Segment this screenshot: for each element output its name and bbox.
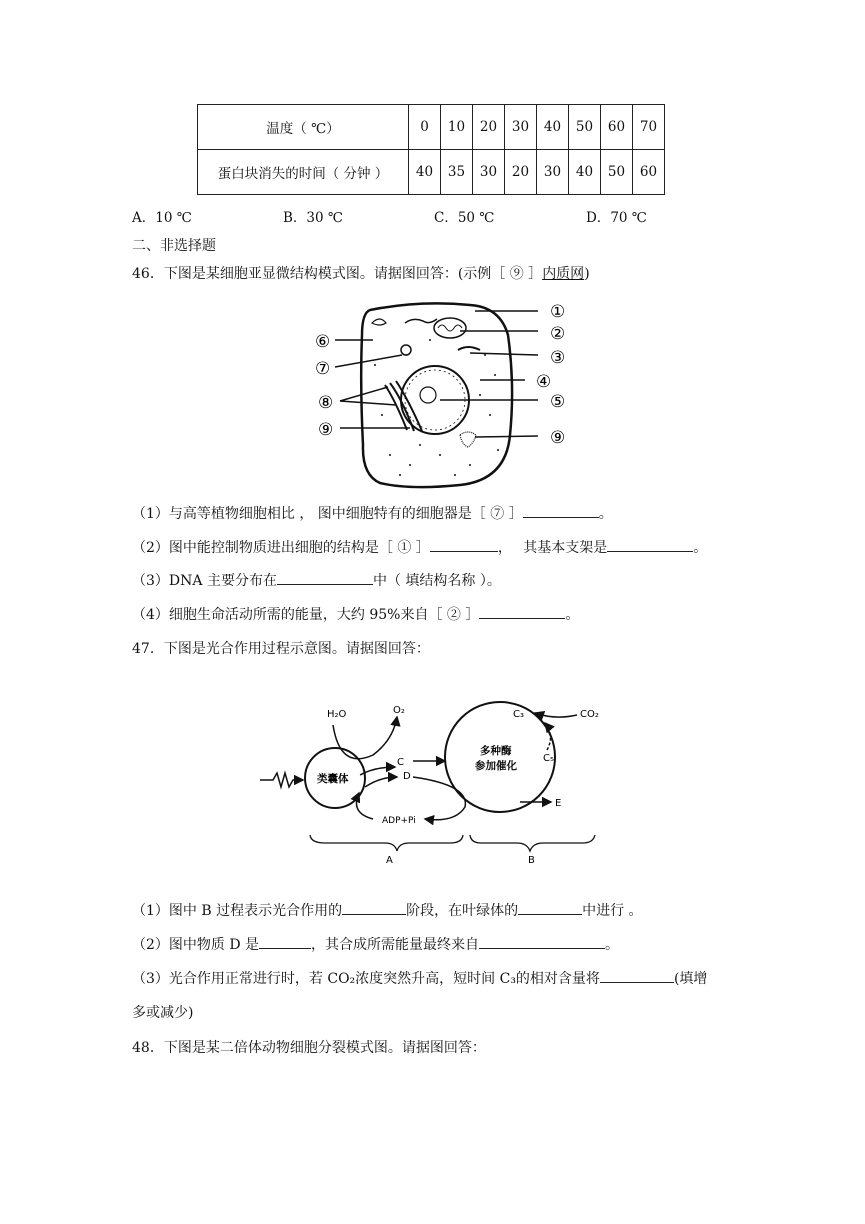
q47-sub1 xyxy=(132,900,643,920)
q48-stem: 48．下图是某二倍体动物细胞分裂模式图。请据图回答： xyxy=(132,1040,486,1056)
answer-blank[interactable] xyxy=(259,934,311,949)
animal-cell-diagram xyxy=(310,295,580,495)
answer-blank[interactable] xyxy=(600,968,674,983)
temperature-table xyxy=(197,104,665,195)
q47-sub2-mid: ，其合成所需能量最终来自 xyxy=(311,937,480,953)
label-enzyme-1: 多种酶 xyxy=(480,745,512,757)
label-e: E xyxy=(555,798,562,809)
table-cell: 20 xyxy=(473,105,505,150)
table-cell: 50 xyxy=(569,105,601,150)
table-cell: 20 xyxy=(505,150,537,195)
label-d: D xyxy=(403,771,411,782)
table-cell: 30 xyxy=(505,105,537,150)
label-adp: ADP+Pi xyxy=(382,816,416,826)
q46-sub1-text: （1）与高等植物细胞相比 ， 图中细胞特有的细胞器是［ ⑦ ］ xyxy=(132,506,523,522)
option-d: D．70 ℃ xyxy=(586,210,647,226)
q46-stem xyxy=(132,263,590,283)
label-a: A xyxy=(386,855,393,866)
section-title: 二、非选择题 xyxy=(132,238,216,254)
label-enzyme-2: 参加催化 xyxy=(475,760,517,772)
answer-blank[interactable] xyxy=(277,570,373,585)
label-c5: C₅ xyxy=(543,753,554,764)
answer-blank[interactable] xyxy=(479,604,565,619)
cell-label-5: ⑤ xyxy=(550,392,566,412)
table-cell: 40 xyxy=(409,150,441,195)
q46-sub2 xyxy=(132,537,707,557)
q47-sub3-end: (填增 xyxy=(673,971,708,987)
table-cell: 0 xyxy=(409,105,441,150)
answer-blank[interactable] xyxy=(479,934,605,949)
table-cell: 50 xyxy=(601,150,633,195)
q47-sub2-end: 。 xyxy=(605,937,620,953)
label-c3: C₃ xyxy=(513,709,524,720)
q46-sub4-text: （4）细胞生命活动所需的能量，大约 95%来自［ ② ］ xyxy=(132,607,480,623)
q46-stem-end: ) xyxy=(584,266,590,282)
q46-stem-text: 46．下图是某细胞亚显微结构模式图。请据图回答：(示例［ ⑨ ］ xyxy=(132,266,543,282)
q47-sub3-text: （3）光合作用正常进行时，若 CO₂浓度突然升高，短时间 C₃的相对含量将 xyxy=(132,971,600,987)
table-cell: 30 xyxy=(473,150,505,195)
option-a: A．10 ℃ xyxy=(132,210,192,226)
q46-sub4 xyxy=(132,604,579,624)
label-o2: O₂ xyxy=(393,705,405,716)
q47-sub3 xyxy=(132,968,707,988)
table-cell: 30 xyxy=(537,150,569,195)
q46-sub3-end: 中（ 填结构名称 ）。 xyxy=(372,573,501,589)
cell-label-9-right: ⑨ xyxy=(550,428,566,448)
q47-sub2-text: （2）图中物质 D 是 xyxy=(132,937,260,953)
q46-sub1-end: 。 xyxy=(598,506,613,522)
cell-label-7: ⑦ xyxy=(315,359,331,379)
q46-sub1 xyxy=(132,503,613,523)
cell-label-1: ① xyxy=(550,302,566,322)
q47-sub1-mid: 阶段，在叶绿体的 xyxy=(406,903,519,919)
table-cell: 35 xyxy=(441,150,473,195)
option-c: C．50 ℃ xyxy=(434,210,495,226)
q46-sub4-end: 。 xyxy=(565,607,580,623)
q46-sub2-end: 。 xyxy=(693,540,708,556)
table-cell: 40 xyxy=(569,150,601,195)
answer-blank[interactable] xyxy=(518,900,582,915)
table-cell: 60 xyxy=(601,105,633,150)
table-row xyxy=(198,150,665,195)
table-header-temperature: 温度（ ℃） xyxy=(198,105,409,150)
answer-blank[interactable] xyxy=(430,537,498,552)
table-row xyxy=(198,105,665,150)
q46-sub2-text: （2）图中能控制物质进出细胞的结构是［ ① ］ xyxy=(132,540,430,556)
label-co2: CO₂ xyxy=(580,709,599,720)
cell-label-2: ② xyxy=(550,324,566,344)
answer-blank[interactable] xyxy=(607,537,693,552)
table-header-time: 蛋白块消失的时间（ 分钟 ） xyxy=(198,150,409,195)
cell-label-8: ⑧ xyxy=(318,393,334,413)
q47-sub2 xyxy=(132,934,619,954)
answer-blank[interactable] xyxy=(342,900,406,915)
q47-stem: 47．下图是光合作用过程示意图。请据图回答： xyxy=(132,641,430,657)
table-cell: 10 xyxy=(441,105,473,150)
option-b: B．30 ℃ xyxy=(283,210,343,226)
label-c: C xyxy=(397,757,404,768)
q47-sub1-text: （1）图中 B 过程表示光合作用的 xyxy=(132,903,343,919)
cell-label-6: ⑥ xyxy=(315,332,331,352)
label-thylakoid: 类囊体 xyxy=(317,773,349,785)
cell-label-3: ③ xyxy=(550,348,566,368)
table-cell: 70 xyxy=(633,105,665,150)
q46-sub2-mid: ， 其基本支架是 xyxy=(497,540,608,556)
q47-sub1-end: 中进行 。 xyxy=(582,903,643,919)
q46-stem-example: 内质网 xyxy=(542,266,585,282)
q46-sub3 xyxy=(132,570,501,590)
table-cell: 60 xyxy=(633,150,665,195)
table-cell: 40 xyxy=(537,105,569,150)
answer-blank[interactable] xyxy=(523,503,599,518)
photosynthesis-diagram xyxy=(255,695,605,870)
q46-sub3-text: （3）DNA 主要分布在 xyxy=(132,573,277,589)
label-b: B xyxy=(528,855,535,866)
q47-sub3-cont: 多或减少) xyxy=(132,1005,194,1021)
label-h2o: H₂O xyxy=(327,709,347,720)
cell-label-4: ④ xyxy=(536,372,552,392)
cell-label-9-left: ⑨ xyxy=(318,420,334,440)
